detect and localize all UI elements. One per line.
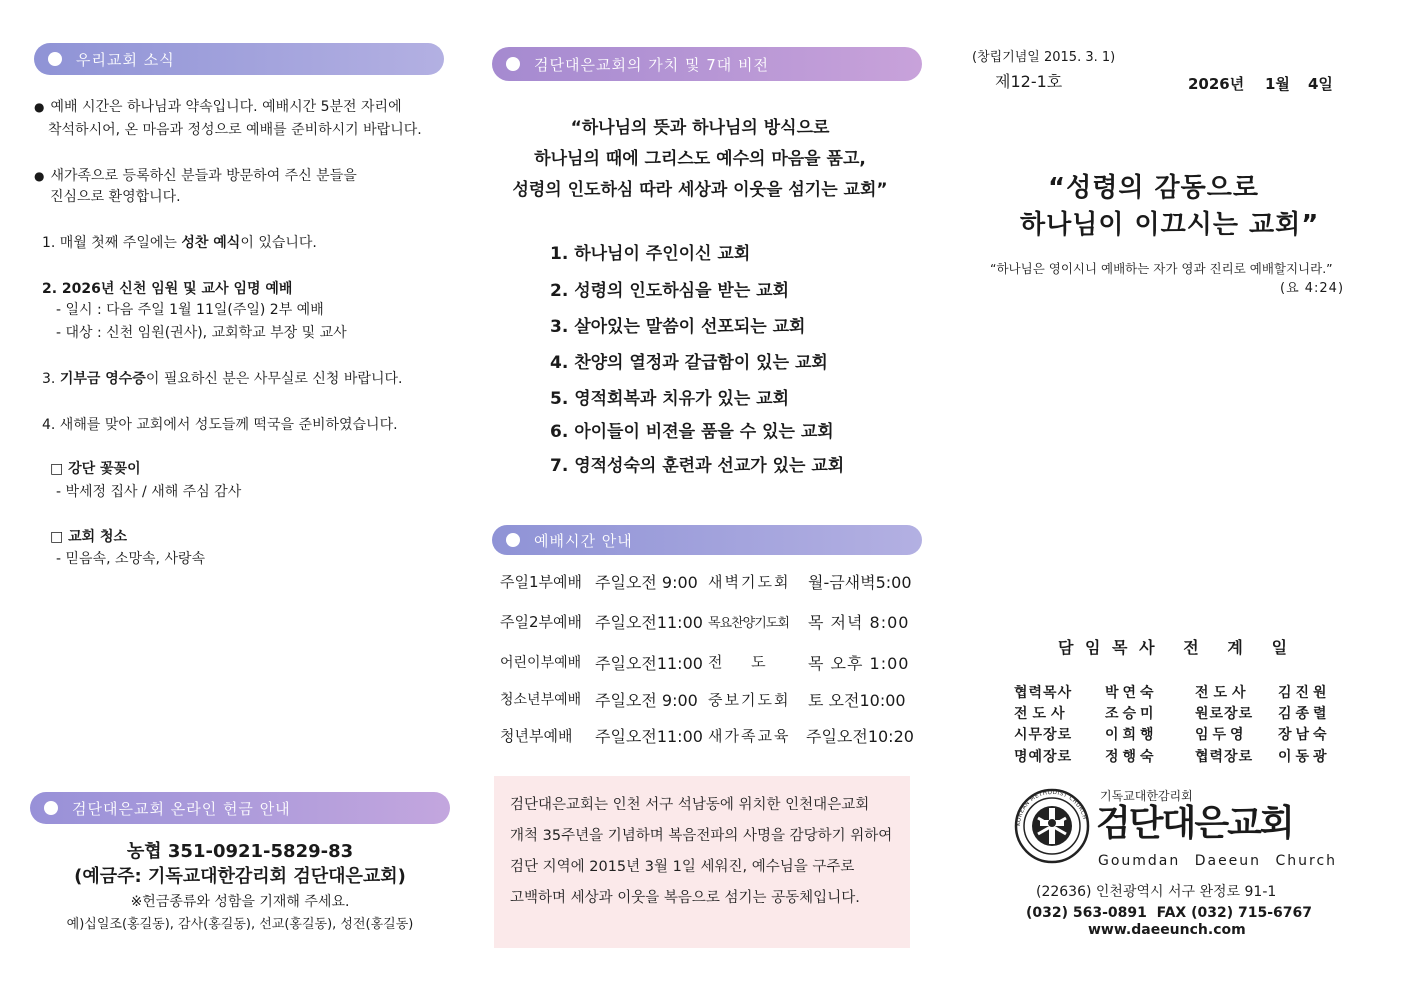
cleaning-title: □ 교회 청소 [50, 529, 128, 545]
vision-item-6: 6. 아이들이 비젼을 품을 수 있는 교회 [550, 422, 834, 442]
church-name-logo: 검단대은교회 [1096, 803, 1293, 844]
church-website[interactable]: www.daeeunch.com [1088, 922, 1246, 938]
worship-name: 주일1부예배 [500, 573, 582, 591]
values-line-2: 하나님의 때에 그리스도 예수의 마음을 품고, [534, 149, 866, 169]
church-name-english: Goumdan Daeeun Church [1098, 853, 1338, 869]
staff-person: 박연숙 [1105, 685, 1158, 701]
vision-item-7: 7. 영적성숙의 훈련과 선교가 있는 교회 [550, 456, 845, 476]
senior-pastor: 담 임 목 사 전 계 일 [1058, 638, 1291, 657]
intro-notice-1-line2: 착석하시어, 온 마음과 정성으로 예배를 준비하시기 바랍니다. [48, 122, 422, 138]
values-header-label: 검단대은교회의 가치 및 7대 비전 [534, 55, 769, 74]
staff-person: 이희행 [1105, 727, 1158, 743]
notice-4: 4. 새해를 맞아 교회에서 성도들께 떡국을 준비하였습니다. [42, 417, 398, 433]
vision-item-1: 1. 하나님이 주인이신 교회 [550, 244, 751, 264]
offering-example: 예)십일조(홍길동), 감사(홍길동), 선교(홍길동), 성전(홍길동) [66, 917, 414, 932]
worship-name: 새가족교육 [708, 727, 791, 745]
vision-item-4: 4. 찬양의 열정과 갈급함이 있는 교회 [550, 353, 828, 373]
notice-3-text: 이 필요하신 분은 사무실로 신청 바랍니다. [145, 371, 403, 387]
vision-item-2: 2. 성령의 인도하심을 받는 교회 [550, 281, 790, 301]
bullet-dot-icon [48, 52, 62, 66]
church-address: (22636) 인천광역시 서구 완정로 91-1 [1036, 884, 1277, 900]
bullet-dot-icon [506, 533, 520, 547]
worship-name: 주일2부예배 [500, 613, 582, 631]
bullet-dot-icon [44, 801, 58, 815]
staff-person: 장남숙 [1278, 727, 1331, 743]
staff-role: 시무장로 [1014, 727, 1073, 743]
notice-1-highlight: 성찬 예식 [181, 235, 241, 251]
offering-note: ※헌금종류와 성함을 기재해 주세요. [130, 894, 350, 910]
date-month: 1월 [1265, 75, 1290, 93]
bank-account: 농협 351-0921-5829-83 [126, 841, 354, 862]
cleaning-line: - 믿음속, 소망속, 사랑속 [56, 551, 206, 567]
vision-item-5: 5. 영적회복과 치유가 있는 교회 [550, 389, 790, 409]
staff-person: 김종렬 [1278, 706, 1331, 722]
worship-section-header [492, 525, 922, 555]
info-line-4: 고백하며 세상과 이웃을 복음으로 섬기는 공동체입니다. [510, 890, 860, 906]
church-info-box [494, 776, 910, 948]
worship-time: 목 저녁 8:00 [808, 613, 910, 632]
notice-1-text-end: 이 있습니다. [240, 235, 317, 251]
staff-role: 협력장로 [1195, 749, 1254, 765]
info-line-1: 검단대은교회는 인천 서구 석남동에 위치한 인천대은교회 [510, 797, 870, 813]
worship-time: 토 오전10:00 [808, 691, 906, 710]
motto-line-1: “성령의 감동으로 [1048, 173, 1259, 203]
staff-person: 정행숙 [1105, 749, 1158, 765]
worship-name: 전 도 [708, 653, 766, 671]
date-year: 2026년 [1188, 75, 1245, 93]
notice-1 [42, 233, 317, 253]
staff-person: 임두영 [1195, 727, 1248, 743]
worship-time: 월-금새벽5:00 [808, 573, 912, 592]
founding-date: (창립기념일 2015. 3. 1) [972, 50, 1116, 65]
worship-time: 목 오후 1:00 [808, 654, 910, 673]
staff-role: 전도사 [1014, 706, 1070, 722]
issue-number: 제12-1호 [995, 72, 1063, 91]
bible-verse: “하나님은 영이시니 예배하는 자가 영과 진리로 예배할지니라.” [990, 261, 1333, 276]
intro-notice-1-line1: ● 예배 시간은 하나님과 약속입니다. 예배시간 5분전 자리에 [34, 97, 402, 117]
intro-notice-2-line2: 진심으로 환영합니다. [50, 189, 181, 205]
online-header-label: 검단대은교회 온라인 헌금 안내 [72, 799, 291, 818]
worship-time: 주일오전11:00 [595, 727, 703, 746]
notice-2-line2: - 대상 : 신천 임원(권사), 교회학교 부장 및 교사 [56, 325, 347, 341]
worship-name: 새벽기도회 [708, 573, 791, 591]
notice-3 [42, 369, 402, 389]
online-offering-header [30, 792, 450, 824]
staff-person: 조승미 [1105, 706, 1158, 722]
church-phone: (032) 563-0891 FAX (032) 715-6767 [1026, 905, 1312, 921]
bullet-dot-icon [506, 57, 520, 71]
worship-time: 주일오전 9:00 [595, 573, 698, 592]
values-line-1: “하나님의 뜻과 하나님의 방식으로 [570, 118, 830, 138]
church-values [500, 113, 900, 206]
worship-name: 중보기도회 [708, 691, 791, 709]
notice-2-title: 2. 2026년 신천 임원 및 교사 임명 예배 [42, 281, 293, 297]
worship-name: 어린이부예배 [500, 655, 582, 671]
flower-line: - 박세정 집사 / 새해 주심 감사 [56, 484, 242, 500]
account-holder: (예금주: 기독교대한감리회 검단대은교회) [74, 866, 406, 887]
svg-text:KOREAN METHODIST CHURCH: KOREAN METHODIST CHURCH [1015, 789, 1088, 827]
news-section-header [34, 43, 444, 75]
verse-reference: (요 4:24) [1280, 281, 1345, 296]
church-emblem-icon [1014, 788, 1090, 864]
worship-name: 청년부예배 [500, 727, 573, 745]
intro-notice-2-line1: ● 새가족으로 등록하신 분들과 방문하여 주신 분들을 [34, 166, 357, 186]
flower-title: □ 강단 꽃꽂이 [50, 461, 141, 477]
motto-line-2: 하나님이 이끄시는 교회” [1020, 210, 1320, 240]
notice-2-line1: - 일시 : 다음 주일 1월 11일(주일) 2부 예배 [56, 302, 324, 318]
worship-time: 주일오전11:00 [595, 613, 703, 632]
news-header-label: 우리교회 소식 [76, 50, 175, 69]
values-line-3: 성령의 인도하심 따라 세상과 이웃을 섬기는 교회” [512, 180, 888, 200]
worship-header-label: 예배시간 안내 [534, 531, 633, 550]
staff-role: 원로장로 [1195, 706, 1254, 722]
denomination: 기독교대한감리회 [1100, 789, 1193, 803]
offering-info [30, 840, 450, 936]
notice-1-text: 1. 매월 첫째 주일에는 [42, 235, 182, 251]
worship-name: 목요찬양기도회 [708, 616, 789, 631]
worship-time: 주일오전10:20 [806, 727, 914, 746]
info-line-2: 개척 35주년을 기념하며 복음전파의 사명을 감당하기 위하여 [510, 828, 893, 844]
worship-time: 주일오전 9:00 [595, 691, 698, 710]
staff-role: 명예장로 [1014, 749, 1073, 765]
worship-time: 주일오전11:00 [595, 654, 703, 673]
staff-role: 전도사 [1195, 685, 1251, 701]
staff-person: 이동광 [1278, 749, 1331, 765]
notice-3-highlight: 기부금 영수증 [59, 371, 146, 387]
vision-item-3: 3. 살아있는 말씀이 선포되는 교회 [550, 317, 806, 337]
staff-role: 협력목사 [1014, 685, 1073, 701]
values-section-header [492, 47, 922, 81]
worship-name: 청소년부예배 [500, 692, 582, 708]
notice-3-number: 3. [42, 371, 60, 387]
info-line-3: 검단 지역에 2015년 3월 1일 세워진, 예수님을 구주로 [510, 859, 855, 875]
staff-person: 김진원 [1278, 685, 1331, 701]
date-day: 4일 [1308, 75, 1333, 93]
